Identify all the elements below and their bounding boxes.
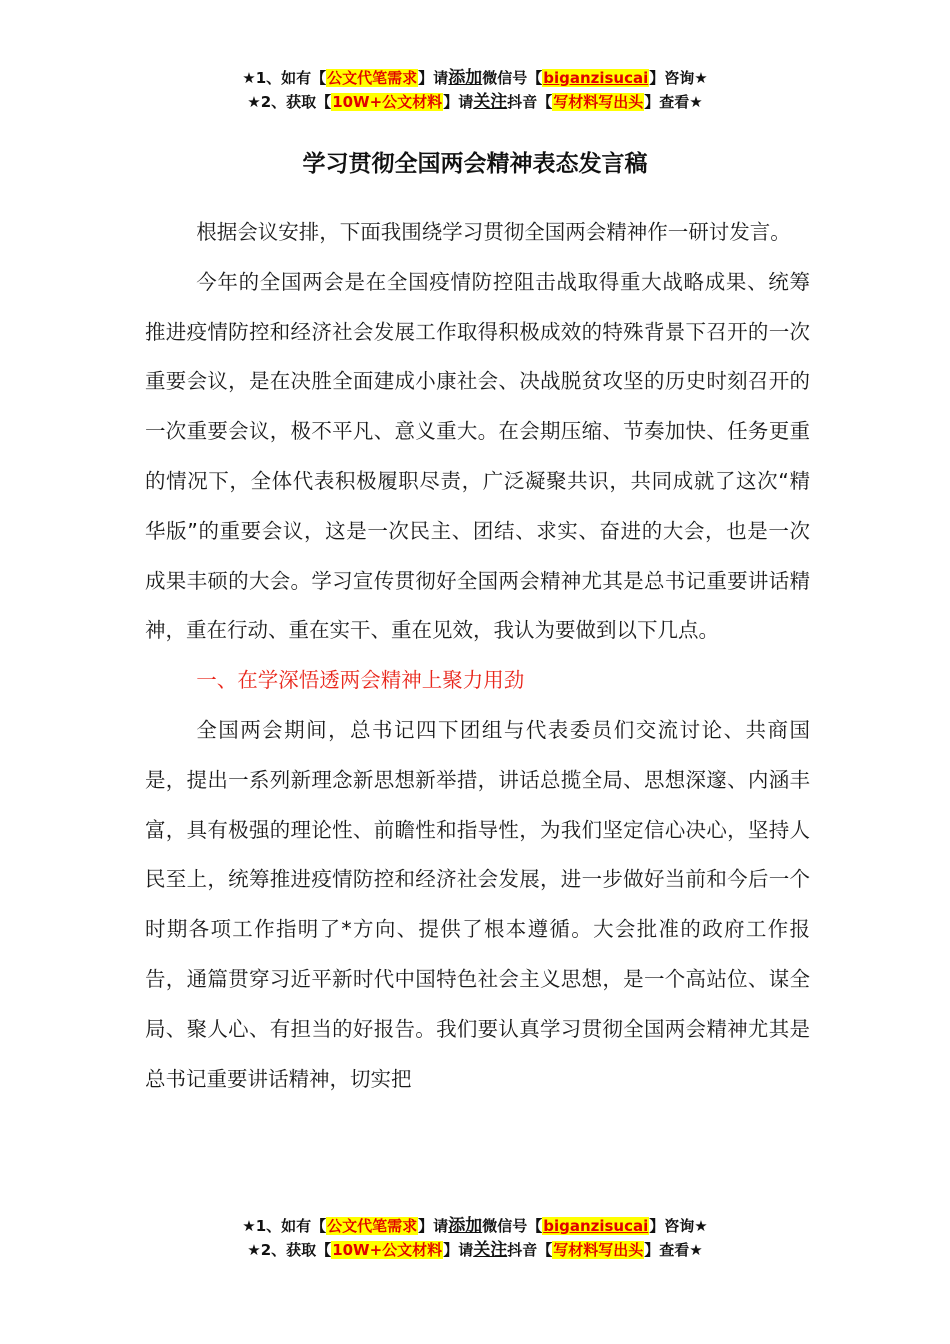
section-heading-1: 一、在学深悟透两会精神上聚力用劲	[196, 668, 525, 693]
paragraph-background: 今年的全国两会是在全国疫情防控阻击战取得重大战略成果、统筹推进疫情防控和经济社会发展工作取得积极成效的特殊背景下召开的一次重要会议，是在决胜全面建成小康社会、决战脱贫攻坚的历史时刻召开的一次重要会议，极不平凡、意义重大。在会期压缩、节奏加快、任务更重的情况下，全体代表积极履职尽责，广泛凝聚共识，共同成就了这次“精华版”的重要会议，这是一次民主、团结、求实、奋进的大会，也是一次成果丰硕的大会。学习宣传贯彻好全国两会精神尤其是总书记重要讲话精神，重在行动、重在实干、重在见效，我认为要做到以下几点。	[145, 269, 810, 643]
promo-emphasis: 添加	[448, 1216, 483, 1236]
promo-highlight: 公文代笔需求	[327, 1217, 418, 1235]
promo-highlight: 10W+公文材料	[332, 93, 443, 111]
promo-emphasis: 添加	[448, 68, 483, 88]
promo-line-1: ★1、如有【公文代笔需求】请添加微信号【biganzisucai】咨询★	[242, 68, 708, 88]
promo-douyin-id: 写材料写出头	[553, 93, 644, 111]
document-body	[145, 208, 810, 1104]
promo-line-1: ★1、如有【公文代笔需求】请添加微信号【biganzisucai】咨询★	[242, 1216, 708, 1236]
promo-douyin-id: 写材料写出头	[553, 1241, 644, 1259]
promo-highlight: 公文代笔需求	[327, 69, 418, 87]
promo-emphasis: 关注	[473, 1240, 508, 1260]
promo-line-2: ★2、获取【10W+公文材料】请关注抖音【写材料写出头】查看★	[247, 1240, 703, 1260]
paragraph-section-1: 全国两会期间，总书记四下团组与代表委员们交流讨论、共商国是，提出一系列新理念新思想新举措，讲话总揽全局、思想深邃、内涵丰富，具有极强的理论性、前瞻性和指导性，为我们坚定信心决心，坚持人民至上，统筹推进疫情防控和经济社会发展，进一步做好当前和今后一个时期各项工作指明了*方向、提供了根本遵循。大会批准的政府工作报告，通篇贯穿习近平新时代中国特色社会主义思想，是一个高站位、谋全局、聚人心、有担当的好报告。我们要认真学习贯彻全国两会精神尤其是总书记重要讲话精神，切实把	[145, 717, 810, 1091]
promo-emphasis: 关注	[473, 92, 508, 112]
promo-highlight: 10W+公文材料	[332, 1241, 443, 1259]
promo-wechat-id: biganzisucai	[543, 1217, 649, 1235]
footer-promo-banner	[0, 1214, 950, 1262]
promo-line-2: ★2、获取【10W+公文材料】请关注抖音【写材料写出头】查看★	[247, 92, 703, 112]
document-title: 学习贯彻全国两会精神表态发言稿	[302, 151, 648, 177]
paragraph-intro: 根据会议安排，下面我围绕学习贯彻全国两会精神作一研讨发言。	[196, 220, 791, 244]
promo-wechat-id: biganzisucai	[543, 69, 649, 87]
header-promo-banner	[0, 66, 950, 114]
